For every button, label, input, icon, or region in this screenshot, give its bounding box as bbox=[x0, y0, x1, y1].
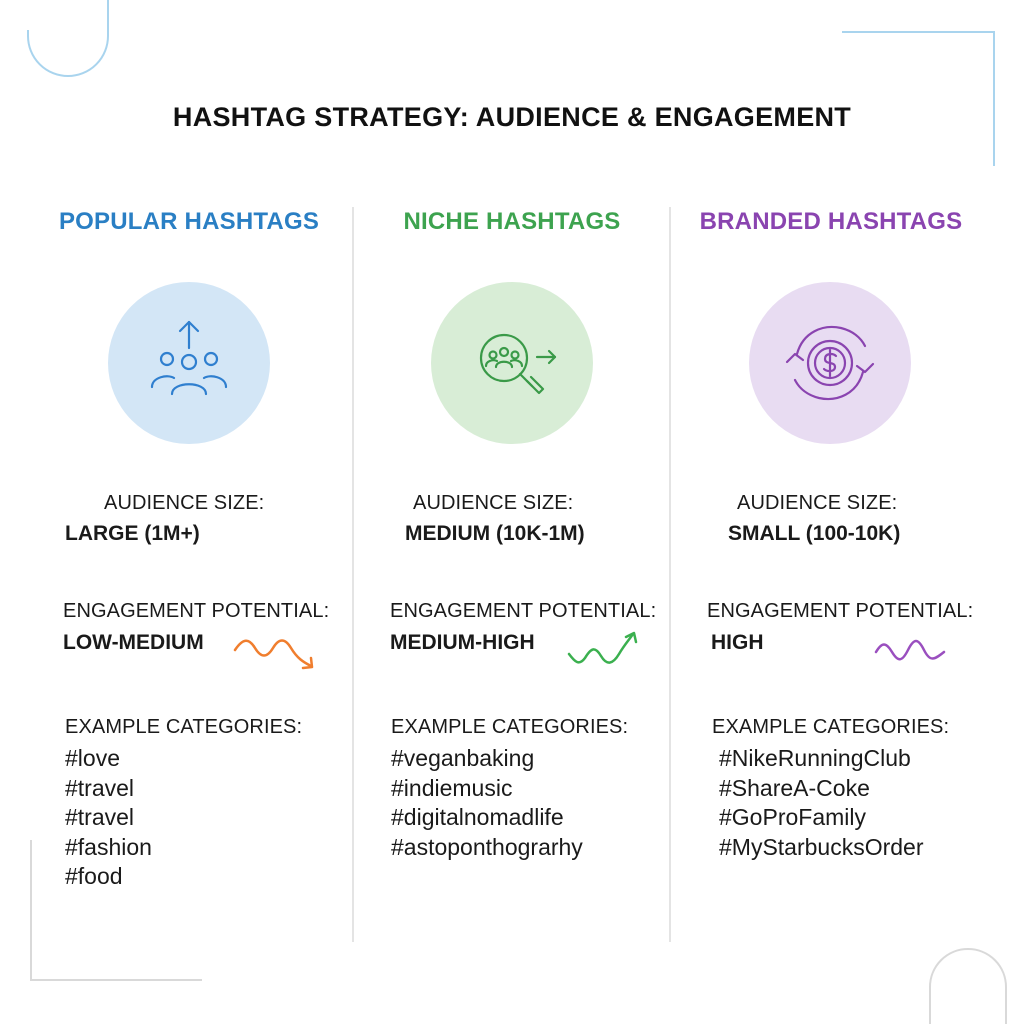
audience-size-value: MEDIUM (10K-1M) bbox=[405, 522, 585, 545]
examples-label: EXAMPLE CATEGORIES: bbox=[65, 716, 303, 738]
column-popular bbox=[36, 0, 342, 1024]
example-tag: #GoProFamily bbox=[719, 804, 866, 830]
engagement-value: HIGH bbox=[711, 631, 764, 654]
niche-icon-circle bbox=[431, 282, 593, 444]
page-title: HASHTAG STRATEGY: AUDIENCE & ENGAGEMENT bbox=[172, 102, 852, 132]
example-tag: #MyStarbucksOrder bbox=[719, 833, 924, 860]
column-heading: POPULAR HASHTAGS bbox=[58, 208, 320, 235]
engagement-value: LOW-MEDIUM bbox=[63, 631, 204, 654]
example-tag: #ShareA-Coke bbox=[719, 774, 870, 801]
wavy-down-arrow-icon bbox=[231, 634, 321, 674]
example-tag-list bbox=[719, 744, 924, 862]
brand-cycle-icon bbox=[749, 282, 911, 444]
examples-label: EXAMPLE CATEGORIES: bbox=[712, 716, 950, 738]
example-tag: #food bbox=[65, 863, 123, 889]
wavy-up-arrow-icon bbox=[565, 630, 645, 672]
audience-size-value: LARGE (1M+) bbox=[65, 522, 200, 545]
example-tag: #NikeRunningClub bbox=[719, 745, 911, 771]
engagement-value: MEDIUM-HIGH bbox=[390, 631, 535, 654]
example-tag: #veganbaking bbox=[391, 745, 535, 771]
column-heading: NICHE HASHTAGS bbox=[403, 208, 621, 235]
column-heading: BRANDED HASHTAGS bbox=[699, 208, 963, 235]
example-tag: #astoponthograrhy bbox=[391, 833, 583, 860]
example-tag: #love bbox=[65, 745, 120, 771]
wave-icon bbox=[872, 634, 948, 666]
popular-icon-circle bbox=[108, 282, 270, 444]
engagement-label: ENGAGEMENT POTENTIAL: bbox=[390, 600, 657, 622]
example-tag: #digitalnomadlife bbox=[391, 804, 564, 830]
examples-label: EXAMPLE CATEGORIES: bbox=[391, 716, 629, 738]
engagement-label: ENGAGEMENT POTENTIAL: bbox=[63, 600, 330, 622]
engagement-label: ENGAGEMENT POTENTIAL: bbox=[707, 600, 974, 622]
column-divider bbox=[352, 207, 354, 942]
audience-growth-icon bbox=[108, 282, 270, 444]
targeted-search-icon bbox=[431, 282, 593, 444]
audience-size-label: AUDIENCE SIZE: bbox=[104, 492, 265, 514]
example-tag: #travel bbox=[65, 804, 135, 830]
example-tag-list bbox=[65, 744, 152, 892]
audience-size-label: AUDIENCE SIZE: bbox=[413, 492, 574, 514]
example-tag: #indiemusic bbox=[391, 774, 513, 801]
column-branded bbox=[678, 0, 984, 1024]
example-tag: #fashion bbox=[65, 833, 152, 860]
branded-icon-circle bbox=[749, 282, 911, 444]
column-niche bbox=[360, 0, 664, 1024]
audience-size-value: SMALL (100-10K) bbox=[728, 522, 901, 545]
audience-size-label: AUDIENCE SIZE: bbox=[737, 492, 898, 514]
example-tag-list bbox=[391, 744, 583, 862]
example-tag: #travel bbox=[65, 774, 135, 801]
column-divider bbox=[669, 207, 671, 942]
